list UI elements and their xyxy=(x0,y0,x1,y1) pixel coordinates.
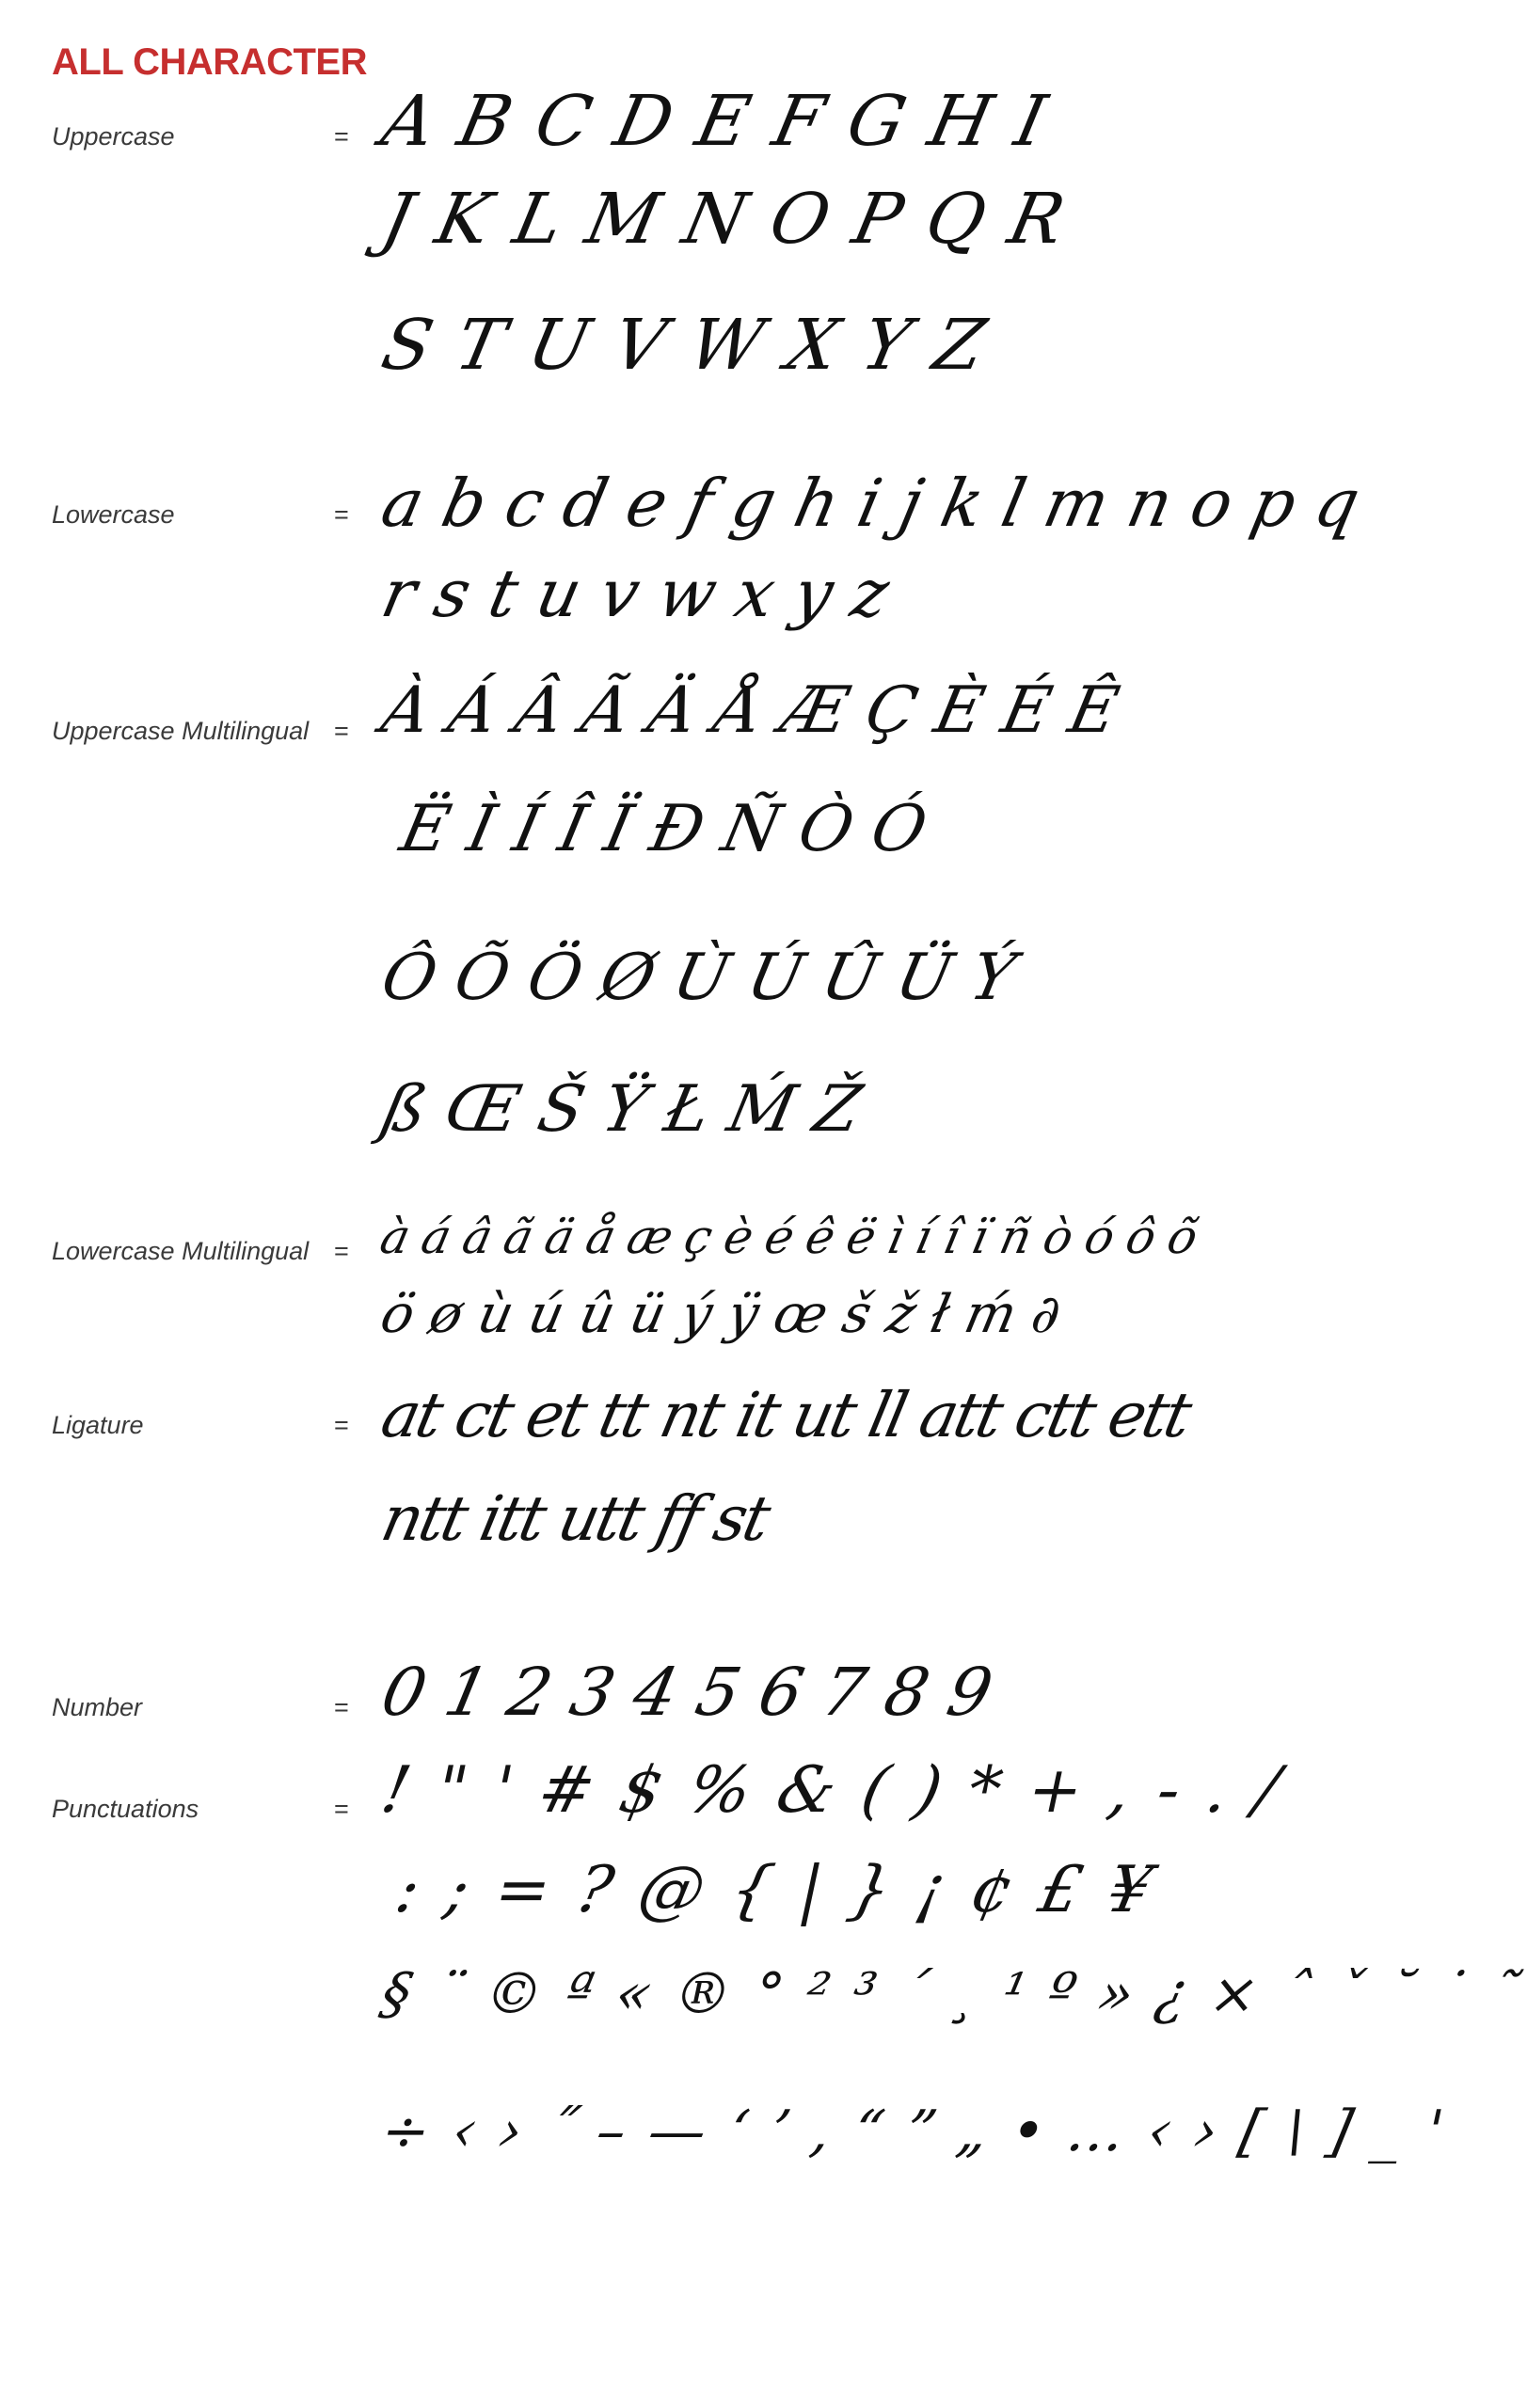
equals-sign: = xyxy=(334,1411,349,1439)
section-label-uppercase: Uppercase xyxy=(52,122,175,150)
equals-sign: = xyxy=(334,122,349,150)
equals-sign: = xyxy=(334,500,349,529)
section-label-lowercase: Lowercase xyxy=(52,500,175,529)
page-title: ALL CHARACTER xyxy=(52,41,367,83)
glyph-line-punctuations-1: ! " ' # $ % & ( ) * + , - . / xyxy=(374,1753,1290,1828)
glyph-line-lowercase-multilingual-2: ö ø ù ú û ü ý ÿ œ š ž ł ḿ ∂ xyxy=(375,1284,1067,1345)
equals-sign: = xyxy=(334,717,349,745)
glyph-line-uppercase-multilingual-1: À Á Â Ã Ä Å Æ Ç È É Ê xyxy=(374,673,1125,748)
glyph-line-punctuations-4: ÷ ‹ › ˝ – — ‘ ’ ‚ “ ” „ • … ‹ › [ \ ] _ ' xyxy=(374,2099,1453,2164)
glyph-line-number: 0 1 2 3 4 5 6 7 8 9 xyxy=(374,1654,999,1731)
equals-sign: = xyxy=(334,1693,349,1721)
section-label-ligature: Ligature xyxy=(52,1411,144,1439)
glyph-line-lowercase-multilingual-1: à á â ã ä å æ ç è é ê ë ì í î ï ñ ò ó ô õ xyxy=(375,1210,1202,1264)
glyph-line-uppercase-3: S T U V W X Y Z xyxy=(374,305,994,386)
glyph-line-punctuations-2: : ; = ? @ { | } ¡ ¢ £ ¥ xyxy=(389,1853,1162,1927)
glyph-line-punctuations-3: § ¨ © ª « ® ° ² ³ ´ ¸ ¹ º » ¿ × ˆ ˇ ˘ ˙ ˜ xyxy=(374,1961,1527,2027)
glyph-line-uppercase-multilingual-2: Ë Ì Í Î Ï Ð Ñ Ò Ó xyxy=(393,792,933,866)
glyph-line-uppercase-multilingual-3: Ô Õ Ö Ø Ù Ú Û Ü Ý xyxy=(374,941,1022,1015)
glyph-line-uppercase-2: J K L M N O P Q R xyxy=(374,179,1074,260)
equals-sign: = xyxy=(334,1795,349,1823)
glyph-line-ligature-2: ntt itt utt ff st xyxy=(374,1482,774,1555)
glyph-line-uppercase-multilingual-4: ß Œ Š Ÿ Ł Ḿ Ž xyxy=(374,1072,868,1147)
glyph-line-lowercase-1: a b c d e f g h i j k l m n o p q xyxy=(374,465,1367,542)
section-label-uppercase-multilingual: Uppercase Multilingual xyxy=(52,717,310,745)
section-label-punctuations: Punctuations xyxy=(52,1795,199,1823)
glyph-line-ligature-1: at ct et tt nt it ut ll att ctt ett xyxy=(374,1379,1196,1451)
glyph-line-lowercase-2: r s t u v w x y z xyxy=(374,555,897,632)
section-label-lowercase-multilingual: Lowercase Multilingual xyxy=(52,1237,310,1265)
glyph-line-uppercase-1: A B C D E F G H I xyxy=(374,81,1056,162)
section-label-number: Number xyxy=(52,1693,143,1721)
equals-sign: = xyxy=(334,1237,349,1265)
